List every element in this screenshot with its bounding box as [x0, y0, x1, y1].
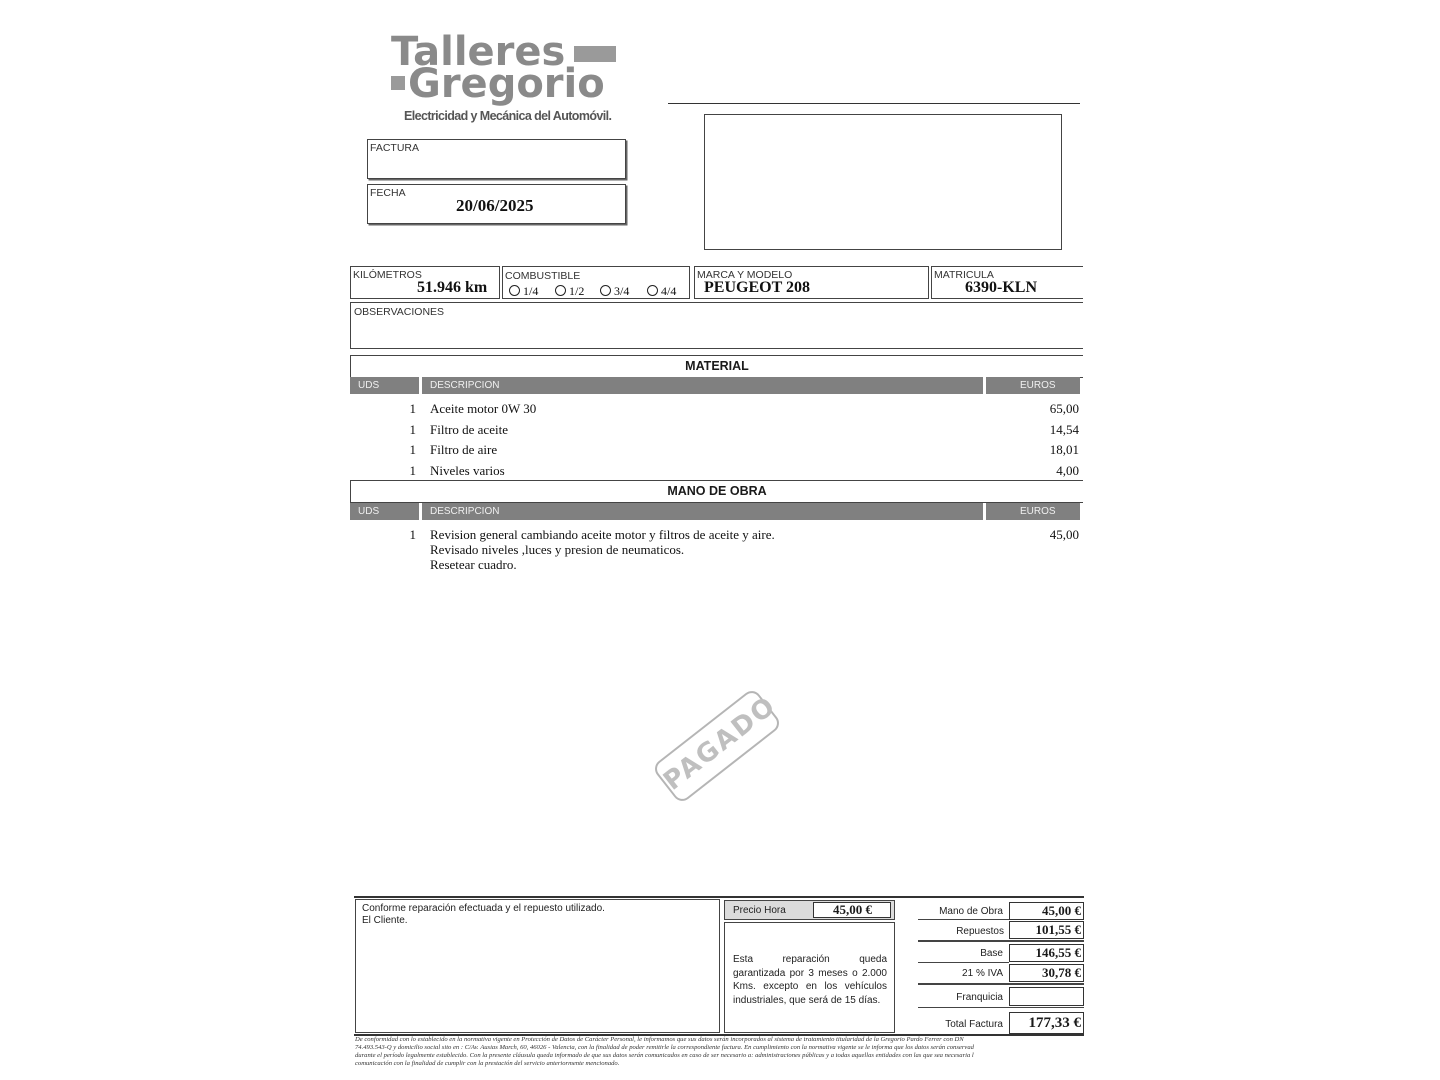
- fuel-option-quarter[interactable]: 1/4: [509, 284, 538, 299]
- labor-col-uds: UDS: [358, 506, 380, 517]
- total-value-franchise: [1009, 987, 1084, 1006]
- labor-header: [350, 503, 1080, 520]
- plate-value: 6390-KLN: [965, 279, 1037, 296]
- model-label: MARCA Y MODELO: [697, 269, 793, 281]
- total-label-labor: Mano de Obra: [939, 906, 1003, 917]
- km-value: 51.946 km: [417, 279, 488, 296]
- legal-line: comunicación con la finalidad de cumplir con la prestación del servicio anteriormente mencionado.: [355, 1060, 620, 1067]
- conformity-box: [355, 899, 720, 1033]
- customer-address-box: [704, 114, 1062, 250]
- table-row: [350, 462, 1079, 480]
- total-value-vat: 30,78 €: [1009, 964, 1084, 982]
- row-desc: Filtro de aceite: [430, 422, 508, 437]
- fuel-label: COMBUSTIBLE: [505, 270, 581, 282]
- row-qty: 1: [409, 442, 416, 457]
- row-desc-line2: Revisado niveles ,luces y presion de neumaticos.: [430, 542, 685, 557]
- row-qty: 1: [409, 463, 416, 478]
- material-title: MATERIAL: [350, 355, 1083, 378]
- total-label-vat: 21 % IVA: [962, 968, 1003, 979]
- logo-bar-bottom: [391, 76, 405, 90]
- row-desc: Niveles varios: [430, 463, 505, 478]
- material-col-desc: DESCRIPCION: [430, 380, 500, 391]
- fecha-box: [367, 184, 626, 224]
- row-qty: 1: [409, 422, 416, 437]
- logo-name-line1: Talleres: [391, 29, 566, 75]
- radio-circle-icon: [509, 285, 520, 296]
- table-row: [350, 441, 1079, 459]
- row-desc: Aceite motor 0W 30: [430, 401, 537, 416]
- hour-price-box: [724, 900, 895, 920]
- row-desc-line3: Resetear cuadro.: [430, 557, 517, 572]
- fuel-option-half[interactable]: 1/2: [555, 284, 584, 299]
- fuel-option-full[interactable]: 4/4: [647, 284, 676, 299]
- row-qty: 1: [409, 401, 416, 416]
- logo-subtitle: Electricidad y Mecánica del Automóvil.: [404, 109, 612, 123]
- labor-col-desc: DESCRIPCION: [430, 506, 500, 517]
- paid-stamp: PAGADO: [651, 687, 783, 805]
- legal-line: durante el período legalmente establecido. Con la presente cláusula queda informado de que sus datos serán comunicados en caso de ser necesario a: administraciones públicas y a todas aquellas entidades con las que sea necesaria l: [355, 1052, 974, 1059]
- logo-bar-top: [574, 46, 616, 62]
- fuel-option-three-quarters[interactable]: 3/4: [600, 284, 629, 299]
- warranty-box: [724, 922, 895, 1033]
- fecha-label: FECHA: [370, 187, 406, 199]
- total-value-labor: 45,00 €: [1009, 902, 1084, 920]
- total-label-base: Base: [980, 948, 1003, 959]
- legal-line: 74.493.543-Q y domicilio social sito en : C/Av. Ausias March, 60, 46026 - Valencia, con la finalidad de poder remitirle la correspondiente factura. En cumplimiento con la normativa vigente se le informa que los datos serán conservad: [355, 1044, 974, 1051]
- observations-label: OBSERVACIONES: [354, 306, 445, 318]
- row-desc-line1: Revision general cambiando aceite motor y filtros de aceite y aire.: [430, 527, 775, 542]
- header-rule: [668, 103, 1080, 104]
- table-row: [350, 421, 1079, 439]
- labor-col-euros: EUROS: [1020, 506, 1056, 517]
- total-divider: [918, 919, 1009, 920]
- total-divider: [918, 940, 1084, 942]
- conformity-text: Conforme reparación efectuada y el repuesto utilizado.: [362, 903, 605, 914]
- total-divider: [918, 1007, 1084, 1008]
- factura-label: FACTURA: [370, 142, 420, 154]
- labor-col-separator: [983, 503, 986, 520]
- plate-label: MATRICULA: [934, 269, 994, 281]
- row-desc: Filtro de aire: [430, 442, 498, 457]
- hour-price-label: Precio Hora: [733, 905, 786, 916]
- row-amount: 45,00: [1049, 527, 1079, 542]
- total-label-parts: Repuestos: [956, 926, 1004, 937]
- km-label: KILÓMETROS: [353, 269, 422, 281]
- observations-box: [350, 302, 1083, 349]
- material-header: [350, 377, 1080, 394]
- model-value: PEUGEOT 208: [704, 279, 810, 296]
- km-box: [350, 266, 500, 299]
- row-amount: 18,01: [1049, 442, 1079, 457]
- radio-circle-icon: [555, 285, 566, 296]
- total-value-invoice: 177,33 €: [1009, 1012, 1084, 1034]
- material-col-euros: EUROS: [1020, 380, 1056, 391]
- hour-price-value: 45,00 €: [833, 902, 872, 917]
- row-amount: 65,00: [1049, 401, 1079, 416]
- total-label-franchise: Franquicia: [956, 992, 1003, 1003]
- logo-name-line2: Gregorio: [408, 61, 605, 107]
- table-row: [350, 400, 1079, 418]
- row-qty: 1: [409, 527, 416, 542]
- total-divider: [918, 983, 1084, 985]
- client-signature-label: El Cliente.: [362, 915, 408, 926]
- plate-box: [931, 266, 1083, 299]
- total-divider: [918, 962, 1009, 963]
- radio-circle-icon: [647, 285, 658, 296]
- total-value-parts: 101,55 €: [1009, 921, 1084, 939]
- legal-line: De conformidad con lo establecido en la normativa vigente en Protección de Datos de Carácter Personal, le informamos que sus datos serán incorporados al sistema de tratamiento titularidad de la Gregorio Pardo Ferrer con DN: [355, 1036, 964, 1043]
- fuel-box: [502, 266, 690, 299]
- material-col-uds: UDS: [358, 380, 380, 391]
- footer-top-rule: [354, 896, 1084, 898]
- model-box: [694, 266, 929, 299]
- row-amount: 14,54: [1049, 422, 1079, 437]
- radio-circle-icon: [600, 285, 611, 296]
- fecha-value: 20/06/2025: [456, 196, 534, 215]
- warranty-text: Esta reparación queda garantizada por 3 meses o 2.000 Kms. excepto en los vehículos industriales, que será de 15 días.: [733, 954, 887, 1006]
- total-label-invoice: Total Factura: [945, 1019, 1003, 1030]
- row-amount: 4,00: [1056, 463, 1079, 478]
- total-value-base: 146,55 €: [1009, 944, 1084, 962]
- factura-box: [367, 139, 626, 179]
- labor-title: MANO DE OBRA: [350, 480, 1083, 503]
- table-row: [350, 526, 1079, 576]
- material-col-separator: [983, 377, 986, 394]
